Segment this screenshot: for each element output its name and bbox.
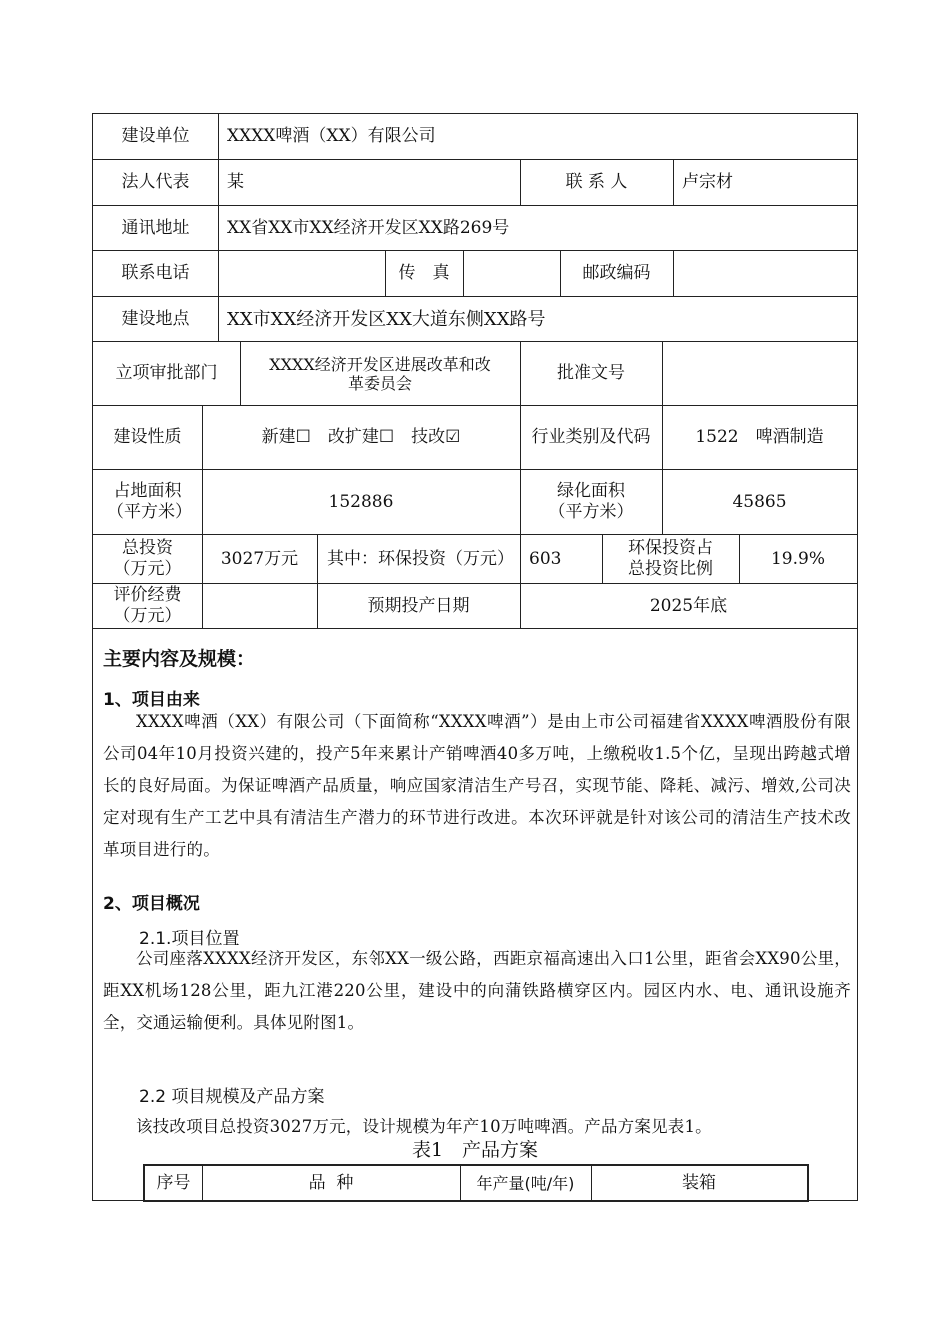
contact-person-label: 联 系 人 [565,172,628,192]
sub21-title: 2.1.项目位置 [139,929,240,949]
table-header-cell: 品 种 [308,1172,354,1193]
fax-value [463,251,560,296]
approval-no-value [662,342,857,405]
project-info-form [92,113,858,1201]
construction-unit-label: 建设单位 [121,126,190,146]
zip-value [673,251,857,296]
address-label: 通讯地址 [121,217,190,238]
legal-rep-label: 法人代表 [121,172,190,192]
construction-type-options: 新建☐ 改扩建☐ 技改☑ [261,427,461,447]
env-ratio-value: 19.9% [770,548,825,569]
contact-person-value: 卢宗材 [682,172,733,192]
industry-value: 1522 啤酒制造 [695,427,824,447]
phone-label: 联系电话 [121,263,190,283]
phone-value [218,251,385,296]
table-header-cell: 序号 [156,1172,191,1193]
sub22-paragraph: 该技改项目总投资3027万元，设计规模为年产10万吨啤酒。产品方案见表1。 [136,1117,712,1136]
total-investment-value: 3027万元 [220,548,299,569]
site-value: XX市XX经济开发区XX大道东侧XX路号 [227,308,546,330]
fax-label: 传 真 [398,263,450,283]
production-date-label: 预期投产日期 [367,595,470,616]
section2-title: 2、项目概况 [103,894,200,914]
address-value: XX省XX市XX经济开发区XX路269号 [227,217,510,238]
industry-label: 行业类别及代码 [531,427,651,447]
approval-dept-label: 立项审批部门 [115,363,218,383]
table-header-cell: 年产量(吨/年) [476,1173,575,1193]
land-area-label: 占地面积（平方米） [107,481,192,522]
approval-dept-value: XXXX经济开发区进展改革和改革委员会 [269,354,491,393]
section1-paragraph: XXXX啤酒（XX）有限公司（下面简称“XXXX啤酒”）是由上市公司福建省XXXX啤酒股份有限公司04年10月投资兴建的，投产5年来累计产销啤酒40多万吨，上缴税收1.5个亿，呈现出跨越式增长的良好局面。为保证啤酒产品质量，响应国家清洁生产号召，实现节能、降耗、减污、增效,公司决定对现有生产工艺中具有清洁生产潜力的环节进行改进。本次环评就是针对该公司的清洁生产技术改革项目进行的。 [103,712,851,859]
green-area-label: 绿化面积（平方米） [548,481,634,522]
table-header-cell: 装箱 [682,1172,716,1193]
production-date-value: 2025年底 [649,595,728,616]
env-investment-label: 其中：环保投资（万元） [327,548,514,569]
approval-no-label: 批准文号 [557,363,625,383]
section1-title: 1、项目由来 [103,690,200,710]
green-area-value: 45865 [732,491,787,512]
table-caption: 表1 产品方案 [411,1138,539,1161]
product-table [143,1164,809,1202]
zip-label: 邮政编码 [582,263,651,283]
row-divider [93,628,857,629]
site-label: 建设地点 [121,308,190,329]
env-investment-value: 603 [529,548,562,569]
sub22-title: 2.2 项目规模及产品方案 [139,1087,325,1107]
eval-cost-value [202,584,317,628]
sub21-paragraph: 公司座落XXXX经济开发区，东邻XX一级公路，西距京福高速出入口1公里，距省会XX90公里，距XX机场128公里，距九江港220公里，建设中的向蒲铁路横穿区内。园区内水、电、通讯设施齐全，交通运输便利。具体见附图1。 [103,949,851,1032]
construction-unit-value: XXXX啤酒（XX）有限公司 [227,126,436,146]
eval-cost-label: 评价经费（万元） [113,585,182,626]
legal-rep-value: 某 [227,172,244,192]
env-ratio-label: 环保投资占总投资比例 [628,538,713,579]
main-content-heading: 主要内容及规模： [103,648,256,670]
construction-type-label: 建设性质 [113,427,182,447]
total-investment-label: 总投资（万元） [113,538,182,579]
land-area-value: 152886 [328,491,394,512]
